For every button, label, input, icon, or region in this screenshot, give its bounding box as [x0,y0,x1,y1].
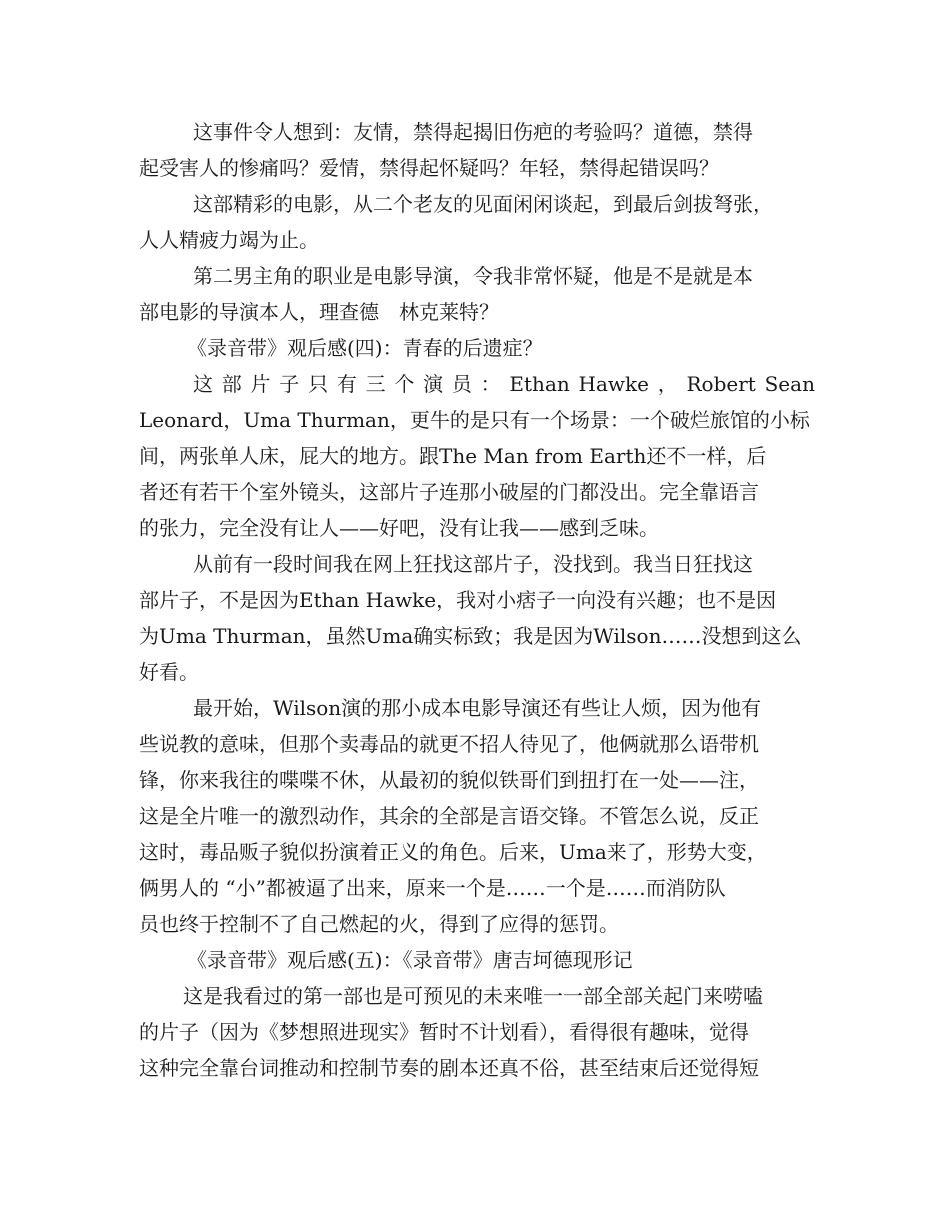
text-line: 部电影的导演本人，理查德 林克莱特？ [139,300,499,324]
text-token: Ethan [509,372,570,396]
text-line: 些说教的意味，但那个卖毒品的就更不招人待见了，他俩就那么语带机 [139,732,759,756]
text-token: Hawke [578,372,649,396]
text-line: 的张力，完全没有让人——好吧，没有让我——感到乏味。 [139,516,659,540]
text-token: 这 [193,372,213,396]
text-token: 员 [451,372,472,396]
text-line: 最开始，Wilson演的那小成本电影导演还有些让人烦，因为他有 [193,696,762,720]
paragraph-friendship-questions [139,114,815,186]
justified-text-line [139,366,815,402]
document-body [139,114,815,1086]
text-token: Robert [686,372,756,396]
paragraph-three-actors [139,366,815,546]
paragraph-dialogue-film [139,978,815,1086]
text-line: 俩男人的 “小”都被逼了出来，原来一个是……一个是……而消防队 [139,876,726,900]
text-line: 这种完全靠台词推动和控制节奏的剧本还真不俗，甚至结束后还觉得短 [139,1056,759,1080]
section-heading-review-4: 《录音带》观后感(四)：青春的后遗症？ [187,336,543,360]
text-line: 锋，你来我往的喋喋不休，从最初的貌似铁哥们到扭打在一处——注， [139,768,759,792]
text-line: 这事件令人想到：友情，禁得起揭旧伤疤的考验吗？道德，禁得 [193,120,753,144]
paragraph-director-question [139,258,815,330]
section-heading-review-5: 《录音带》观后感(五)：《录音带》唐吉坷德现形记 [187,948,633,972]
text-line: 这部精彩的电影，从二个老友的见面闲闲谈起，到最后剑拔弩张， [193,192,773,216]
paragraph-movie-description [139,186,815,258]
text-token: 演 [423,372,444,396]
text-line: 的片子（因为《梦想照进现实》暂时不计划看），看得很有趣味，觉得 [139,1020,749,1044]
text-line: 第二男主角的职业是电影导演，令我非常怀疑，他是不是就是本 [193,264,753,288]
text-line: 为Uma Thurman，虽然Uma确实标致；我是因为Wilson……没想到这么 [139,624,802,648]
text-token: 个 [394,372,415,396]
text-line: 起受害人的惨痛吗？爱情，禁得起怀疑吗？年轻，禁得起错误吗？ [139,156,719,180]
text-token: 子 [279,372,300,396]
text-line: 这是全片唯一的激烈动作，其余的全部是言语交锋。不管怎么说，反正 [139,804,759,828]
text-line: 从前有一段时间我在网上狂找这部片子，没找到。我当日狂找这 [193,552,753,576]
text-line: 这是我看过的第一部也是可预见的未来唯一一部全部关起门来唠嗑 [183,984,763,1008]
text-token: 只 [308,372,329,396]
text-token: 部 [221,372,242,396]
text-token: ， [657,372,678,396]
paragraph-wilson-director [139,690,815,942]
text-token: 片 [250,372,271,396]
text-line: 员也终于控制不了自己燃起的火，得到了应得的惩罚。 [139,912,619,936]
text-token: 有 [336,372,357,396]
paragraph-searching-film [139,546,815,690]
text-token: Sean [764,372,815,396]
text-line: 这时，毒品贩子貌似扮演着正义的角色。后来，Uma来了，形势大变， [139,840,767,864]
text-token: ： [480,372,501,396]
text-line: 者还有若干个室外镜头，这部片子连那小破屋的门都没出。完全靠语言 [139,480,759,504]
text-token: 三 [365,372,386,396]
text-line: 人人精疲力竭为止。 [139,228,319,252]
text-line: 间，两张单人床，屁大的地方。跟The Man from Earth还不一样，后 [139,444,767,468]
text-line: Leonard，Uma Thurman，更牛的是只有一个场景：一个破烂旅馆的小标 [139,408,810,432]
text-line: 部片子，不是因为Ethan Hawke，我对小痞子一向没有兴趣；也不是因 [139,588,777,612]
text-line: 好看。 [139,660,199,684]
